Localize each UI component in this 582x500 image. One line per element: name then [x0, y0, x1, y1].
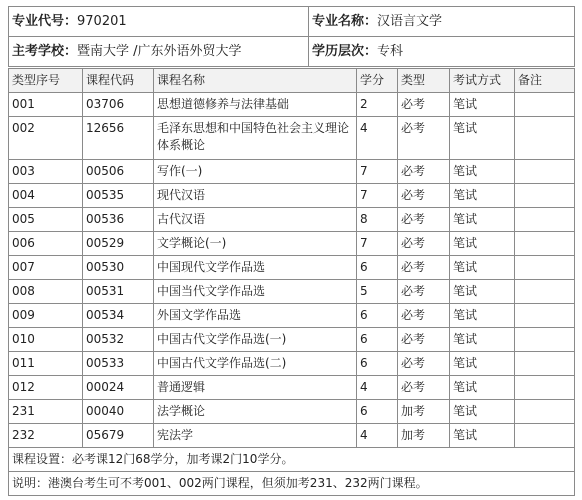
course-seq: 007 [9, 256, 83, 280]
table-row [9, 304, 575, 328]
course-note [515, 280, 575, 304]
info-row-2 [9, 37, 575, 67]
course-type: 必考 [398, 160, 450, 184]
course-table-header [9, 69, 575, 93]
school-cell [9, 37, 309, 67]
course-note [515, 352, 575, 376]
course-exam: 笔试 [450, 376, 515, 400]
course-seq: 010 [9, 328, 83, 352]
course-code: 00535 [83, 184, 154, 208]
table-row [9, 424, 575, 448]
course-seq: 003 [9, 160, 83, 184]
course-credit: 2 [357, 93, 398, 117]
course-note [515, 256, 575, 280]
course-type: 必考 [398, 256, 450, 280]
course-name: 现代汉语 [154, 184, 357, 208]
course-name: 外国文学作品选 [154, 304, 357, 328]
program-info-table [8, 6, 575, 67]
course-type: 必考 [398, 232, 450, 256]
course-exam: 笔试 [450, 400, 515, 424]
course-credit: 6 [357, 304, 398, 328]
course-code: 00040 [83, 400, 154, 424]
course-credit: 6 [357, 256, 398, 280]
course-seq: 008 [9, 280, 83, 304]
table-row [9, 160, 575, 184]
course-exam: 笔试 [450, 328, 515, 352]
course-seq: 232 [9, 424, 83, 448]
major-name-value: 汉语言文学 [377, 14, 443, 29]
col-header-name: 课程名称 [154, 69, 357, 93]
course-type: 必考 [398, 184, 450, 208]
course-credit: 7 [357, 160, 398, 184]
explanation-row [9, 472, 575, 496]
course-seq: 002 [9, 117, 83, 160]
course-type: 必考 [398, 328, 450, 352]
course-seq: 012 [9, 376, 83, 400]
table-row [9, 376, 575, 400]
course-exam: 笔试 [450, 117, 515, 160]
course-note [515, 376, 575, 400]
course-exam: 笔试 [450, 424, 515, 448]
course-exam: 笔试 [450, 93, 515, 117]
course-code: 00536 [83, 208, 154, 232]
course-name: 思想道德修养与法律基础 [154, 93, 357, 117]
course-type: 加考 [398, 400, 450, 424]
course-name: 法学概论 [154, 400, 357, 424]
course-name: 宪法学 [154, 424, 357, 448]
course-credit: 6 [357, 352, 398, 376]
course-note [515, 160, 575, 184]
major-code-cell [9, 7, 309, 37]
course-credit: 7 [357, 184, 398, 208]
course-code: 00533 [83, 352, 154, 376]
course-table-body [9, 93, 575, 496]
course-code: 00532 [83, 328, 154, 352]
course-credit: 4 [357, 117, 398, 160]
course-exam: 笔试 [450, 256, 515, 280]
table-row [9, 352, 575, 376]
major-name-cell [309, 7, 575, 37]
course-code: 03706 [83, 93, 154, 117]
explanation-text: 说明：港澳台考生可不考001、002两门课程，但须加考231、232两门课程。 [9, 472, 575, 496]
course-note [515, 304, 575, 328]
course-type: 必考 [398, 376, 450, 400]
course-credit: 6 [357, 328, 398, 352]
course-note [515, 328, 575, 352]
course-seq: 005 [9, 208, 83, 232]
course-note [515, 232, 575, 256]
course-exam: 笔试 [450, 160, 515, 184]
course-exam: 笔试 [450, 184, 515, 208]
table-row [9, 400, 575, 424]
course-code: 00506 [83, 160, 154, 184]
table-row [9, 184, 575, 208]
course-name: 中国古代文学作品选(一) [154, 328, 357, 352]
level-label: 学历层次： [312, 44, 378, 59]
course-code: 00534 [83, 304, 154, 328]
course-credit: 6 [357, 400, 398, 424]
course-seq: 011 [9, 352, 83, 376]
course-code: 00531 [83, 280, 154, 304]
col-header-seq: 类型序号 [9, 69, 83, 93]
course-type: 必考 [398, 304, 450, 328]
course-credit: 4 [357, 424, 398, 448]
table-row [9, 232, 575, 256]
course-seq: 001 [9, 93, 83, 117]
course-seq: 231 [9, 400, 83, 424]
course-credit: 4 [357, 376, 398, 400]
course-credit: 7 [357, 232, 398, 256]
level-cell [309, 37, 575, 67]
table-row [9, 256, 575, 280]
course-name: 文学概论(一) [154, 232, 357, 256]
course-exam: 笔试 [450, 232, 515, 256]
course-exam: 笔试 [450, 208, 515, 232]
course-note [515, 424, 575, 448]
course-code: 00529 [83, 232, 154, 256]
course-credit: 8 [357, 208, 398, 232]
table-row [9, 93, 575, 117]
course-table [8, 68, 575, 496]
course-type: 必考 [398, 352, 450, 376]
course-name: 中国当代文学作品选 [154, 280, 357, 304]
course-exam: 笔试 [450, 280, 515, 304]
course-exam: 笔试 [450, 304, 515, 328]
table-row [9, 117, 575, 160]
course-seq: 009 [9, 304, 83, 328]
course-name: 中国现代文学作品选 [154, 256, 357, 280]
course-name: 写作(一) [154, 160, 357, 184]
course-type: 加考 [398, 424, 450, 448]
course-note [515, 184, 575, 208]
course-exam: 笔试 [450, 352, 515, 376]
level-value: 专科 [377, 44, 404, 59]
col-header-note: 备注 [515, 69, 575, 93]
course-note [515, 93, 575, 117]
course-setup-text: 课程设置：必考课12门68学分，加考课2门10学分。 [9, 448, 575, 472]
table-row [9, 280, 575, 304]
table-row [9, 208, 575, 232]
course-code: 12656 [83, 117, 154, 160]
col-header-code: 课程代码 [83, 69, 154, 93]
course-name: 古代汉语 [154, 208, 357, 232]
major-code-label: 专业代号： [12, 14, 78, 29]
info-row-1 [9, 7, 575, 37]
course-name: 毛泽东思想和中国特色社会主义理论体系概论 [154, 117, 357, 160]
col-header-exam: 考试方式 [450, 69, 515, 93]
course-note [515, 208, 575, 232]
school-value: 暨南大学 /广东外语外贸大学 [77, 44, 242, 59]
course-type: 必考 [398, 117, 450, 160]
col-header-type: 类型 [398, 69, 450, 93]
major-code-value: 970201 [77, 14, 127, 29]
course-type: 必考 [398, 93, 450, 117]
school-label: 主考学校： [12, 44, 78, 59]
course-note [515, 117, 575, 160]
course-note [515, 400, 575, 424]
col-header-credit: 学分 [357, 69, 398, 93]
course-type: 必考 [398, 208, 450, 232]
course-code: 00530 [83, 256, 154, 280]
course-credit: 5 [357, 280, 398, 304]
course-seq: 004 [9, 184, 83, 208]
course-name: 普通逻辑 [154, 376, 357, 400]
table-row [9, 328, 575, 352]
course-code: 05679 [83, 424, 154, 448]
course-seq: 006 [9, 232, 83, 256]
course-type: 必考 [398, 280, 450, 304]
course-name: 中国古代文学作品选(二) [154, 352, 357, 376]
course-code: 00024 [83, 376, 154, 400]
major-name-label: 专业名称： [312, 14, 378, 29]
course-setup-row [9, 448, 575, 472]
